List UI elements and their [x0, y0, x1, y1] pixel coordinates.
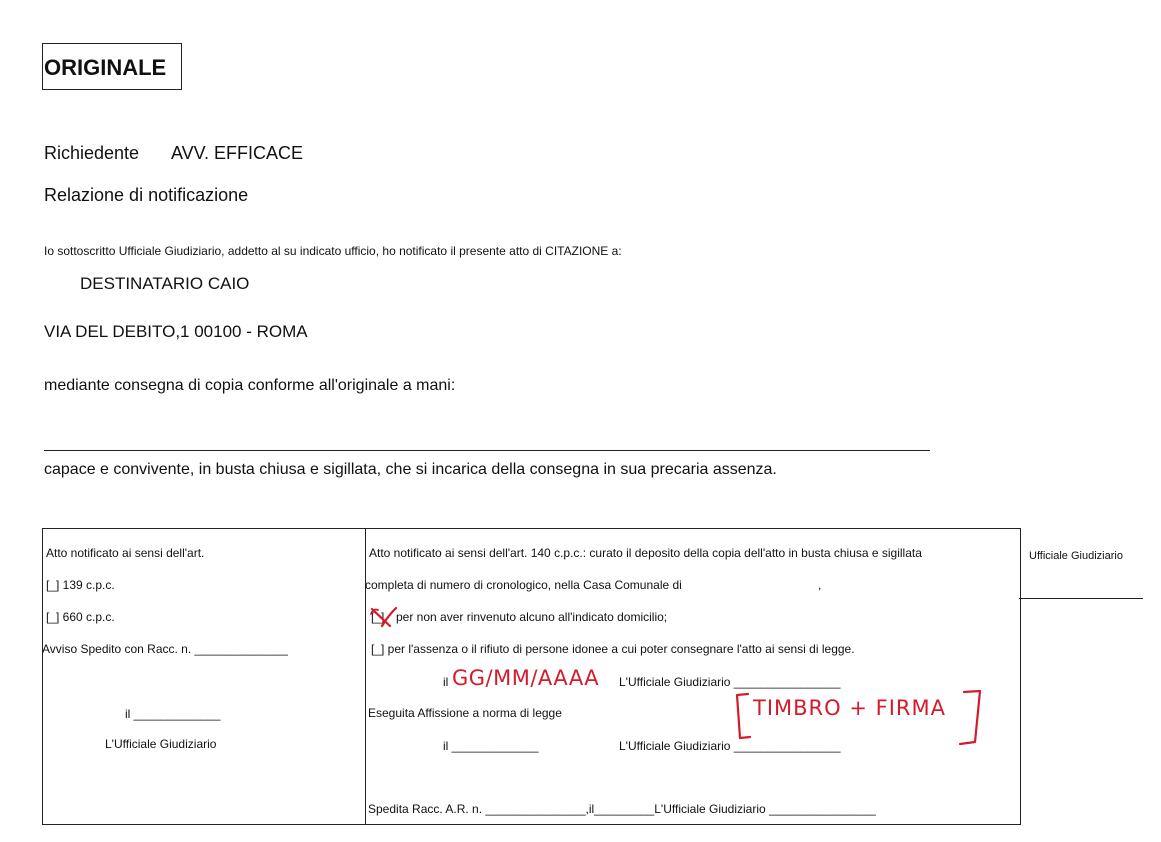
- art140-line1: Atto notificato ai sensi dell'art. 140 c.p.c.: curato il deposito della copia dell'atto in busta chiusa e sigillata: [369, 546, 922, 560]
- officer-line-2: L'Ufficiale Giudiziario ________________: [619, 739, 841, 753]
- report-title: Relazione di notificazione: [44, 185, 249, 205]
- table-divider: [365, 528, 366, 825]
- intro-text: Io sottoscritto Ufficiale Giudiziario, addetto al su indicato ufficio, ho notificato il presente atto di CITAZIONE a:: [44, 244, 622, 258]
- delivery-text: mediante consegna di copia conforme all'originale a mani:: [44, 377, 456, 394]
- requester-label: Richiedente: [44, 143, 140, 163]
- affixed-text: Eseguita Affissione a norma di legge: [368, 706, 562, 720]
- left-officer: L'Ufficiale Giudiziario: [105, 737, 217, 751]
- handwritten-stamp-sign: TIMBRO + FIRMA: [753, 696, 946, 720]
- handwritten-brackets-icon: [734, 690, 986, 746]
- recipient-address: VIA DEL DEBITO,1 00100 - ROMA: [44, 322, 308, 341]
- handwritten-date: GG/MM/AAAA: [452, 666, 600, 690]
- margin-officer-label: Ufficiale Giudiziario: [1029, 550, 1123, 562]
- checkbox-not-found: [_]: [371, 610, 385, 624]
- requester-value: AVV. EFFICACE: [171, 143, 304, 163]
- margin-signature-line: [1019, 598, 1143, 599]
- left-date-line: il _____________: [125, 707, 221, 721]
- recipient-line: [44, 450, 930, 451]
- officer-line-1: L'Ufficiale Giudiziario ________________: [619, 675, 841, 689]
- art140-line2: completa di numero di cronologico, nella Casa Comunale di: [365, 578, 682, 592]
- original-stamp: ORIGINALE: [42, 43, 182, 90]
- option-absence: [_] per l'assenza o il rifiuto di persone idonee a cui poter consegnare l'atto ai sensi di legge.: [371, 642, 855, 656]
- notice-sent: Avviso Spedito con Racc. n. ______________: [42, 642, 288, 656]
- option-660: [_] 660 c.p.c.: [46, 610, 115, 624]
- option-not-found: per non aver rinvenuto alcuno all'indicato domicilio;: [396, 610, 668, 624]
- option-139: [_] 139 c.p.c.: [46, 578, 115, 592]
- recipient-name: DESTINATARIO CAIO: [80, 274, 250, 293]
- art140-comma: ,: [818, 578, 822, 592]
- il-label-1: il: [443, 675, 449, 689]
- left-title: Atto notificato ai sensi dell'art.: [46, 546, 205, 560]
- checkbox-cross-icon: [368, 606, 398, 628]
- cohabitant-text: capace e convivente, in busta chiusa e sigillata, che si incarica della consegna in sua precaria assenza.: [44, 461, 777, 478]
- il-label-2: il _____________: [443, 739, 539, 753]
- registered-mail: Spedita Racc. A.R. n. _______________,il_________L'Ufficiale Giudiziario ________________: [368, 802, 876, 816]
